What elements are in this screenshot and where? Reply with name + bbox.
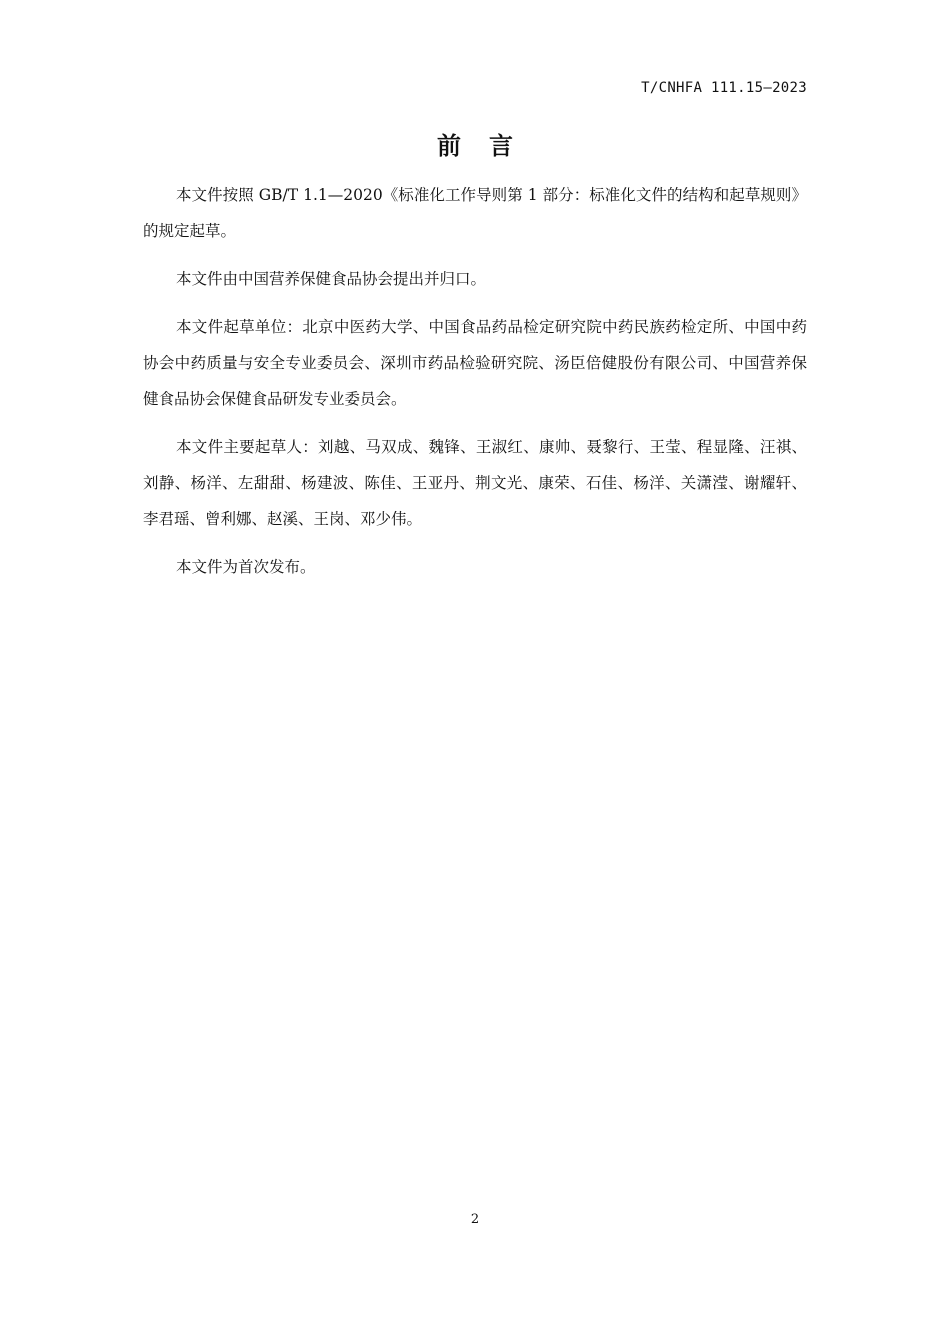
body-text — [143, 177, 807, 597]
paragraph-drafters: 本文件主要起草人：刘越、马双成、魏锋、王淑红、康帅、聂黎行、王莹、程显隆、汪祺、刘静、杨洋、左甜甜、杨建波、陈佳、王亚丹、荆文光、康荣、石佳、杨洋、关潇滢、谢耀轩、李君瑶、曾利娜、赵溪、王岗、邓少伟。 — [143, 438, 807, 528]
paragraph-proposer: 本文件由中国营养保健食品协会提出并归口。 — [176, 270, 487, 288]
page-title: 前言 — [437, 132, 541, 160]
paragraph-drafting-rules: 本文件按照 GB/T 1.1—2020《标准化工作导则第 1 部分：标准化文件的结构和起草规则》的规定起草。 — [143, 186, 807, 240]
paragraph-drafting-units: 本文件起草单位：北京中医药大学、中国食品药品检定研究院中药民族药检定所、中国中药协会中药质量与安全专业委员会、深圳市药品检验研究院、汤臣倍健股份有限公司、中国营养保健食品协会保健食品研发专业委员会。 — [143, 318, 807, 408]
document-code: T/CNHFA 111.15—2023 — [641, 80, 807, 96]
page-number: 2 — [470, 1212, 480, 1227]
paragraph-first-release: 本文件为首次发布。 — [176, 558, 316, 576]
